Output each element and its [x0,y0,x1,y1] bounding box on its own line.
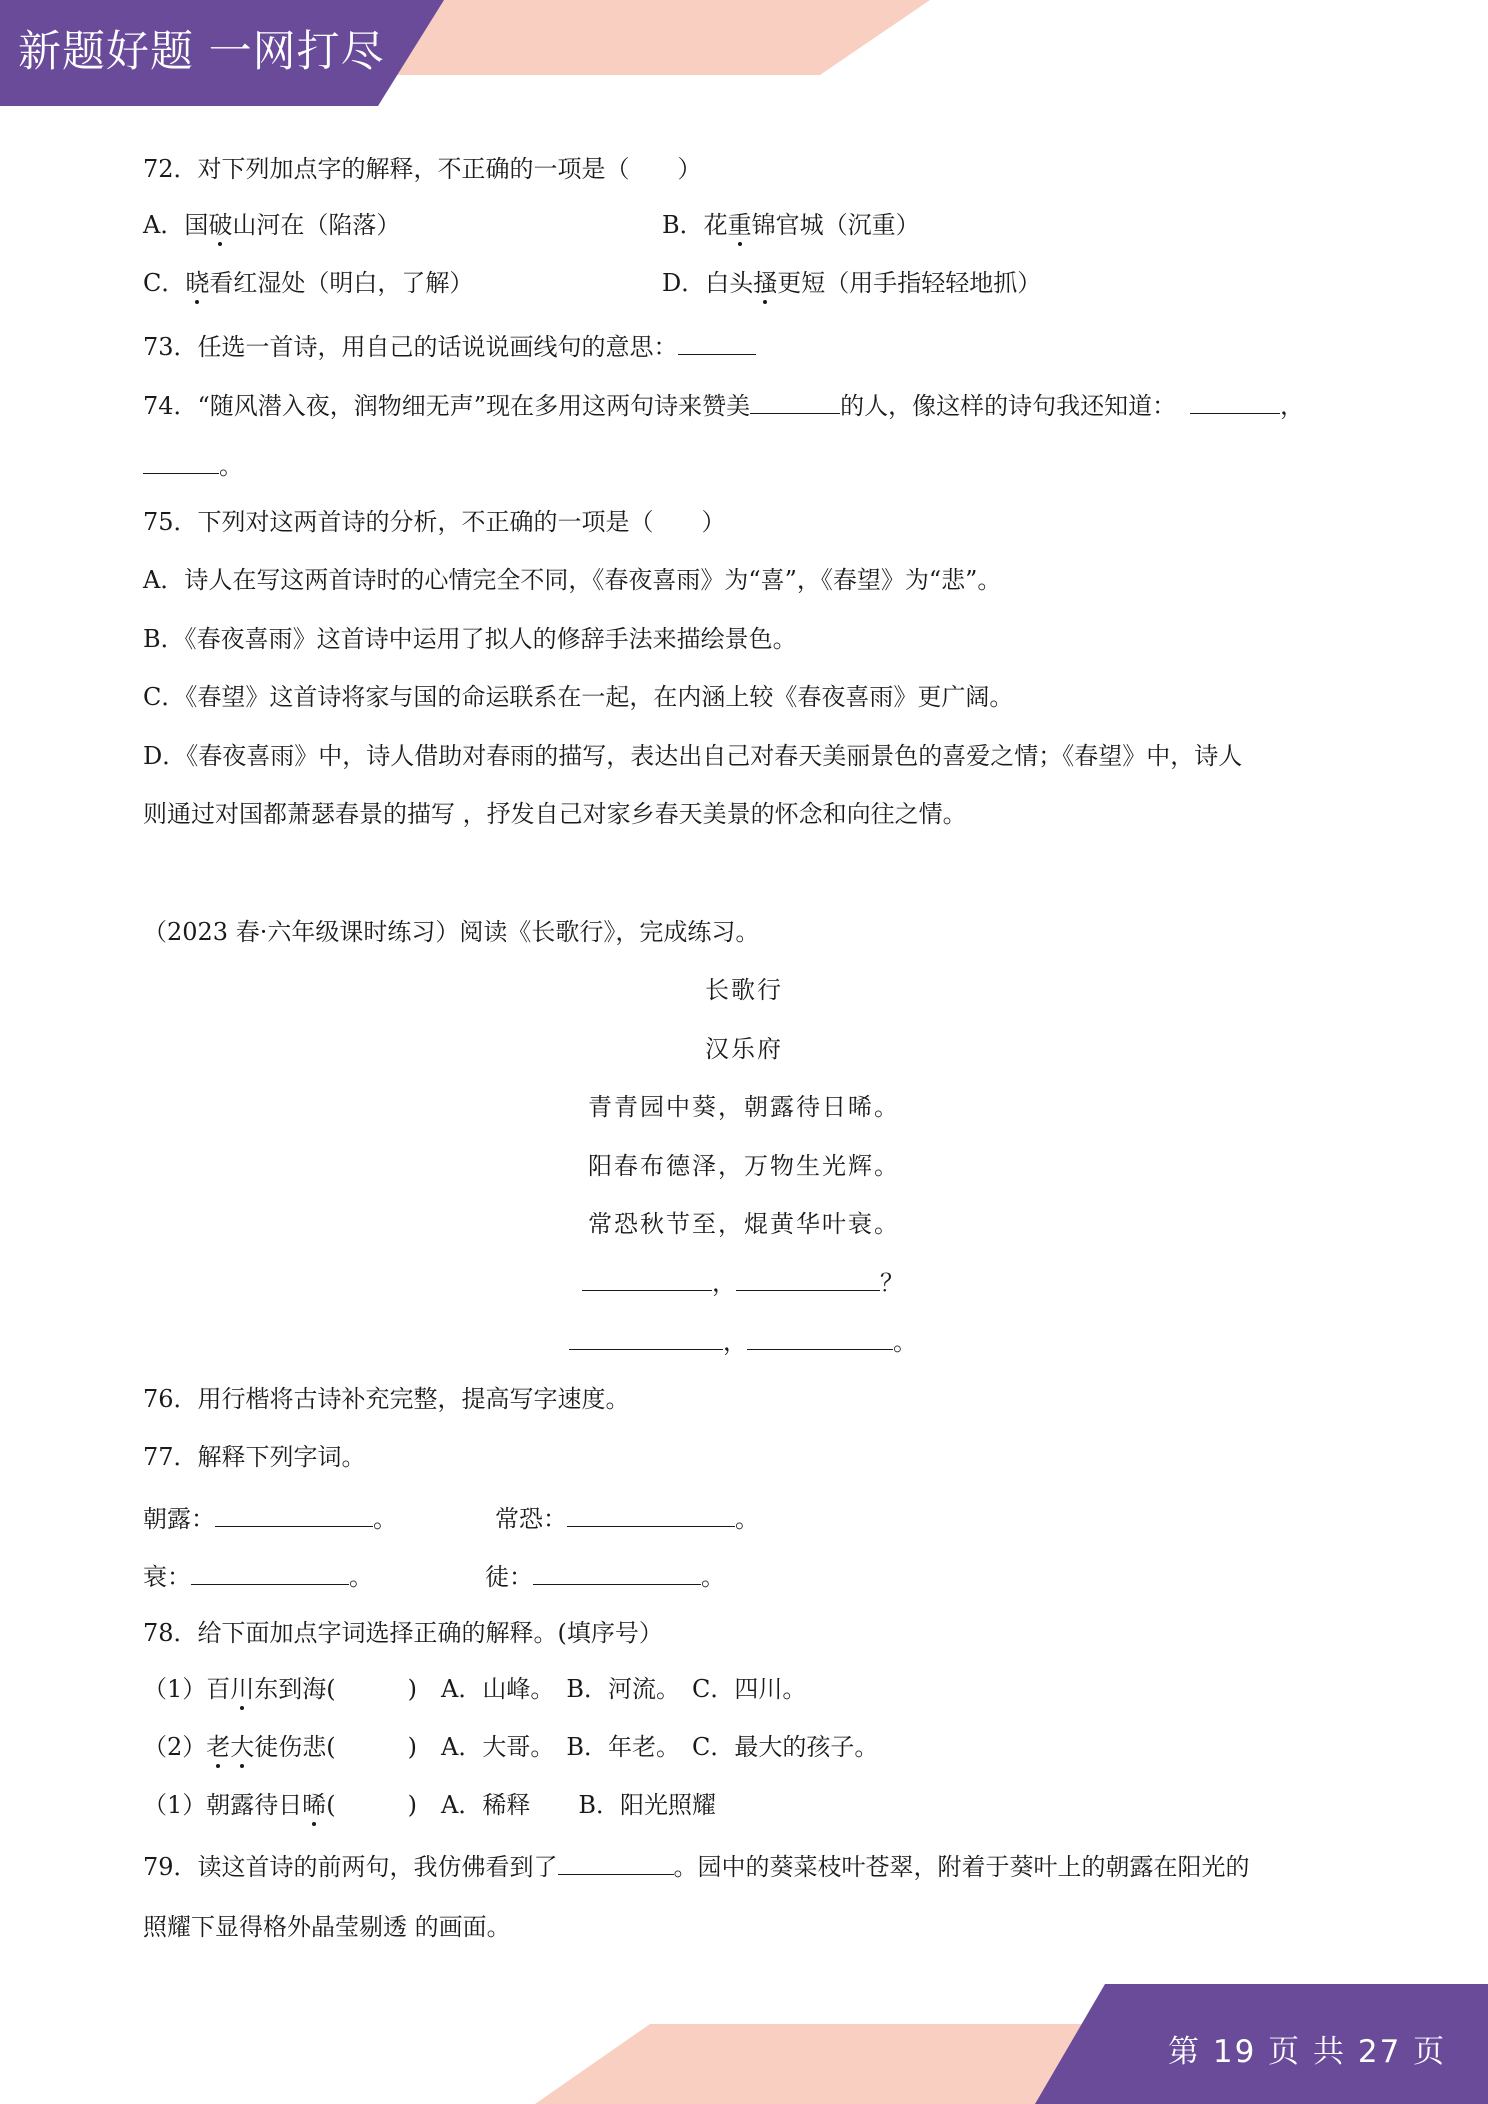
poem-title: 长歌行 [705,976,783,1004]
q75-option-a: A．诗人在写这两首诗时的心情完全不同，《春夜喜雨》为“喜”，《春望》为“悲”。 [143,566,1002,594]
q78-stem: 78．给下面加点字词选择正确的解释。(填序号） [143,1619,663,1647]
q78-item-2 [143,1730,878,1764]
q72-c-post: 看红湿处（明白，了解） [209,269,474,297]
q72-stem: 72．对下列加点字的解释，不正确的一项是（ ） [143,155,702,183]
poem-author: 汉乐府 [705,1035,783,1063]
q78-i2-dot-2: 大 [230,1733,255,1761]
q72-c-dot: 晓 [185,269,210,297]
q78-i3-pre: （1）朝露待日 [143,1791,303,1819]
q73-text: 73．任选一首诗，用自己的话说说画线句的意思： [143,333,678,361]
poem-blank-comma-4: ， [712,1269,736,1297]
q75-option-b: B．《春夜喜雨》这首诗中运用了拟人的修辞手法来描绘景色。 [143,625,797,653]
page-number: 第 19 页 共 27 页 [1168,2034,1447,2070]
q78-i2-post: 徒伤悲( ) A．大哥。 B．年老。 C．最大的孩子。 [254,1733,879,1761]
q78-i3-dot: 晞 [302,1791,327,1819]
q72-d-dot: 搔 [753,269,778,297]
q75-option-c: C．《春望》这首诗将家与国的命运联系在一起，在内涵上较《春夜喜雨》更广阔。 [143,683,1014,711]
q78-i1-pre: （1）百 [143,1675,231,1703]
poem-blank-4b[interactable] [736,1266,880,1291]
q72-option-b [662,208,920,242]
footer-peach-stripe [535,2024,1130,2104]
q77-w1-label: 朝露： [143,1505,215,1533]
q75-stem: 75．下列对这两首诗的分析，不正确的一项是（ ） [143,508,726,536]
q72-option-d [662,266,1041,300]
q78-item-3 [143,1788,716,1822]
q77-w2-blank[interactable] [567,1502,735,1527]
q74-end: 。 [219,452,243,480]
header-title: 新题好题 一网打尽 [18,27,385,77]
q72-d-pre: D．白头 [662,269,754,297]
q72-option-a [143,208,400,242]
q79-part1: 79．读这首诗的前两句，我仿佛看到了 [143,1853,558,1881]
q77-w1-end: 。 [373,1505,397,1533]
q77-word-2 [495,1502,759,1536]
q72-option-c [143,266,473,300]
q77-word-3 [143,1560,373,1594]
poem-blank-end: 。 [893,1328,917,1356]
q73 [143,330,756,364]
passage-intro: （2023 春·六年级课时练习）阅读《长歌行》，完成练习。 [143,918,760,946]
q72-c-pre: C． [143,269,186,297]
q74-blank-1[interactable] [750,389,840,414]
q75-option-d-line1: D．《春夜喜雨》中，诗人借助对春雨的描写，表达出自己对春天美丽景色的喜爱之情；《春望》中，诗人 [143,742,1243,770]
q77-w2-label: 常恐： [495,1505,567,1533]
q77-w3-end: 。 [349,1563,373,1591]
q72-d-post: 更短（用手指轻轻地抓） [777,269,1042,297]
q78-i1-dot: 川 [230,1675,255,1703]
q74-blank-2[interactable] [1190,389,1280,414]
q72-b-post: 锦官城（沉重） [751,211,920,239]
q78-i2-pre: （2） [143,1733,207,1761]
q78-i2-dot-1: 老 [206,1733,231,1761]
q79-blank[interactable] [558,1850,674,1875]
poem-blank-line-5 [569,1325,917,1359]
poem-blank-question: ？ [880,1269,904,1297]
q77-w4-end: 。 [701,1563,725,1591]
q77-w4-label: 徒： [485,1563,533,1591]
q78-i3-post: ( ) A．稀释 B．阳光照耀 [326,1791,716,1819]
q77-w3-blank[interactable] [191,1560,349,1585]
q74-blank-3[interactable] [143,449,219,474]
q72-a-post: 山河在（陷落） [232,211,401,239]
poem-blank-line-4 [582,1266,904,1300]
poem-blank-5b[interactable] [747,1325,893,1350]
q77-w1-blank[interactable] [215,1502,373,1527]
q72-a-dot: 破 [208,211,233,239]
q74-comma: ， [1280,392,1305,420]
poem-line-1: 青青园中葵，朝露待日晞。 [588,1093,900,1121]
q77-stem: 77．解释下列字词。 [143,1443,366,1471]
q74-line2 [143,449,243,483]
poem-blank-4a[interactable] [582,1266,712,1291]
q76: 76．用行楷将古诗补充完整，提高写字速度。 [143,1385,630,1413]
q74-part2: 的人，像这样的诗句我还知道： [840,392,1177,420]
q77-w2-end: 。 [735,1505,759,1533]
q74-line1 [143,389,1304,423]
q72-b-pre: B．花 [662,211,728,239]
q77-word-1 [143,1502,397,1536]
q74-part1: 74．“随风潜入夜，润物细无声”现在多用这两句诗来赞美 [143,392,751,420]
q72-a-pre: A．国 [143,211,209,239]
poem-line-3: 常恐秋节至，焜黄华叶衰。 [588,1210,900,1238]
poem-blank-comma-5: ， [723,1328,747,1356]
q72-b-dot: 重 [727,211,752,239]
q75-option-d-line2: 则通过对国都萧瑟春景的描写 ，抒发自己对家乡春天美景的怀念和向往之情。 [143,800,967,828]
q79-line1 [143,1850,1250,1884]
poem-blank-5a[interactable] [569,1325,723,1350]
q79-line2: 照耀下显得格外晶莹剔透 的画面。 [143,1913,511,1941]
poem-line-2: 阳春布德泽，万物生光辉。 [588,1152,900,1180]
q73-blank[interactable] [678,330,756,355]
q77-word-4 [485,1560,725,1594]
q77-w3-label: 衰： [143,1563,191,1591]
q78-item-1 [143,1672,806,1706]
q78-i1-post: 东到海( ) A．山峰。 B．河流。 C．四川。 [254,1675,807,1703]
q79-part2: 。园中的葵菜枝叶苍翠，附着于葵叶上的朝露在阳光的 [673,1853,1250,1881]
q77-w4-blank[interactable] [533,1560,701,1585]
